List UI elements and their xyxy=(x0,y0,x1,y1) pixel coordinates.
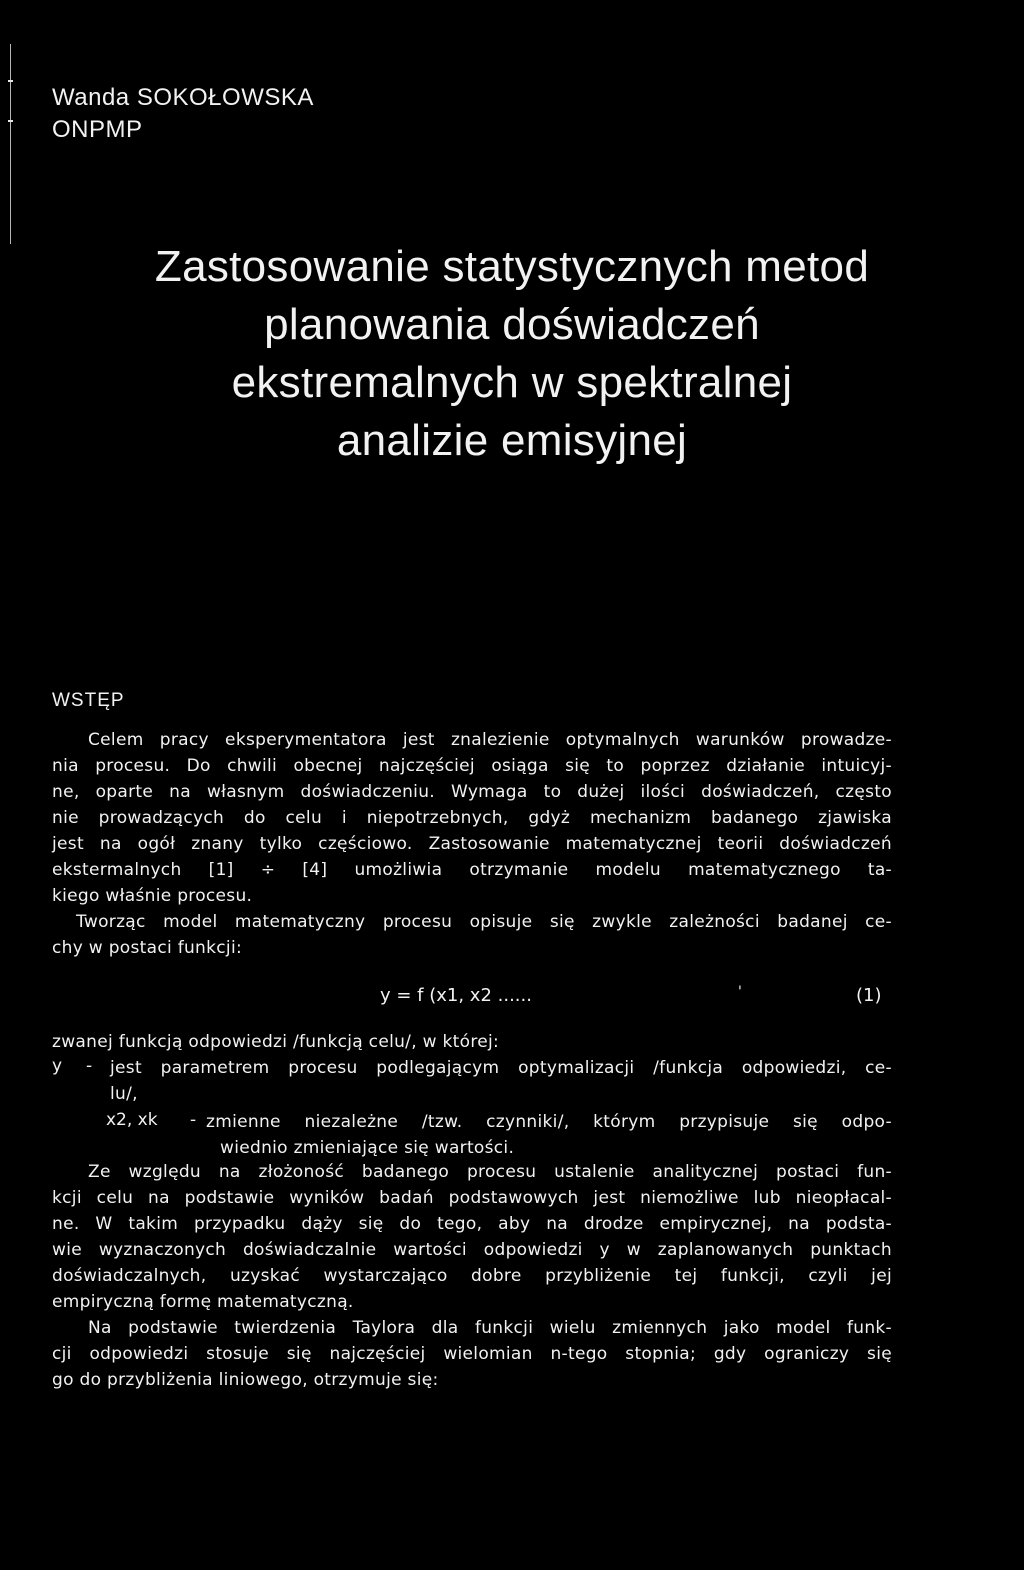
title-line: planowania doświadczeń xyxy=(264,300,760,349)
definition-text: wiednio zmieniające się wartości. xyxy=(220,1138,515,1158)
author-header xyxy=(52,82,314,146)
definition-text: zmienne niezależne /tzw. czynniki/, którym przypisuje się odpo- xyxy=(206,1112,892,1132)
scan-edge-line xyxy=(10,44,11,244)
body-line: Ze względu na złożoność badanego procesu ustalenie analitycznej postaci fun- xyxy=(88,1162,892,1182)
intro-line: kiego właśnie procesu. xyxy=(52,886,253,906)
body-line: empiryczną formę matematyczną. xyxy=(52,1292,354,1312)
scan-edge-tick xyxy=(8,120,13,122)
body-line: go do przybliżenia liniowego, otrzymuje się: xyxy=(52,1370,439,1390)
author-affiliation: ONPMP xyxy=(52,116,143,143)
body-line: wie wyznaczonych doświadczalnie wartości odpowiedzi y w zaplanowanych punktach xyxy=(52,1240,892,1260)
intro-line: ne, oparte na własnym doświadczeniu. Wymaga to dużej ilości doświadczeń, często xyxy=(52,782,892,802)
definition-dash: - xyxy=(86,1056,93,1076)
body-line: Na podstawie twierdzenia Taylora dla funkcji wielu zmiennych jako model funk- xyxy=(88,1318,892,1338)
equation-number: (1) xyxy=(856,985,882,1006)
intro-line: chy w postaci funkcji: xyxy=(52,938,242,958)
definition-text: jest parametrem procesu podlegającym optymalizacji /funkcja odpowiedzi, ce- xyxy=(110,1058,892,1078)
formula-mark: ' xyxy=(738,984,742,1000)
intro-line: ekstermalnych [1] ÷ [4] umożliwia otrzymanie modelu matematycznego ta- xyxy=(52,860,892,880)
section-heading: WSTĘP xyxy=(52,690,125,711)
definitions-intro: zwanej funkcją odpowiedzi /funkcją celu/, w której: xyxy=(52,1032,500,1052)
author-name: Wanda SOKOŁOWSKA xyxy=(52,84,314,111)
intro-line: Tworząc model matematyczny procesu opisuje się zwykle zależności badanej ce- xyxy=(76,912,892,932)
definition-symbol-y: y xyxy=(52,1056,63,1076)
definition-symbol-x: x2, xk xyxy=(106,1110,158,1130)
definition-dash: - xyxy=(190,1110,197,1130)
title-line: analizie emisyjnej xyxy=(336,416,688,465)
scan-edge-tick xyxy=(8,80,13,82)
intro-line: jest na ogół znany tylko częściowo. Zastosowanie matematycznej teorii doświadczeń xyxy=(52,834,892,854)
intro-line: nia procesu. Do chwili obecnej najczęściej osiąga się to poprzez działanie intuicyj- xyxy=(52,756,892,776)
body-line: cji odpowiedzi stosuje się najczęściej wielomian n-tego stopnia; gdy ograniczy się xyxy=(52,1344,892,1364)
intro-line: Celem pracy eksperymentatora jest znalezienie optymalnych warunków prowadze- xyxy=(88,730,892,750)
definition-text: lu/, xyxy=(110,1084,138,1104)
body-line: kcji celu na podstawie wyników badań podstawowych jest niemożliwe lub nieopłacal- xyxy=(52,1188,892,1208)
paper-title xyxy=(0,238,1024,470)
body-line: ne. W takim przypadku dąży się do tego, aby na drodze empirycznej, na podsta- xyxy=(52,1214,892,1234)
intro-line: nie prowadzących do celu i niepotrzebnych, gdyż mechanizm badanego zjawiska xyxy=(52,808,892,828)
body-line: doświadczalnych, uzyskać wystarczająco dobre przybliżenie tej funkcji, czyli jej xyxy=(52,1266,892,1286)
title-line: Zastosowanie statystycznych metod xyxy=(154,242,870,291)
title-line: ekstremalnych w spektralnej xyxy=(231,358,793,407)
formula-expression: y = f (x1, x2 ...... xyxy=(380,985,532,1006)
